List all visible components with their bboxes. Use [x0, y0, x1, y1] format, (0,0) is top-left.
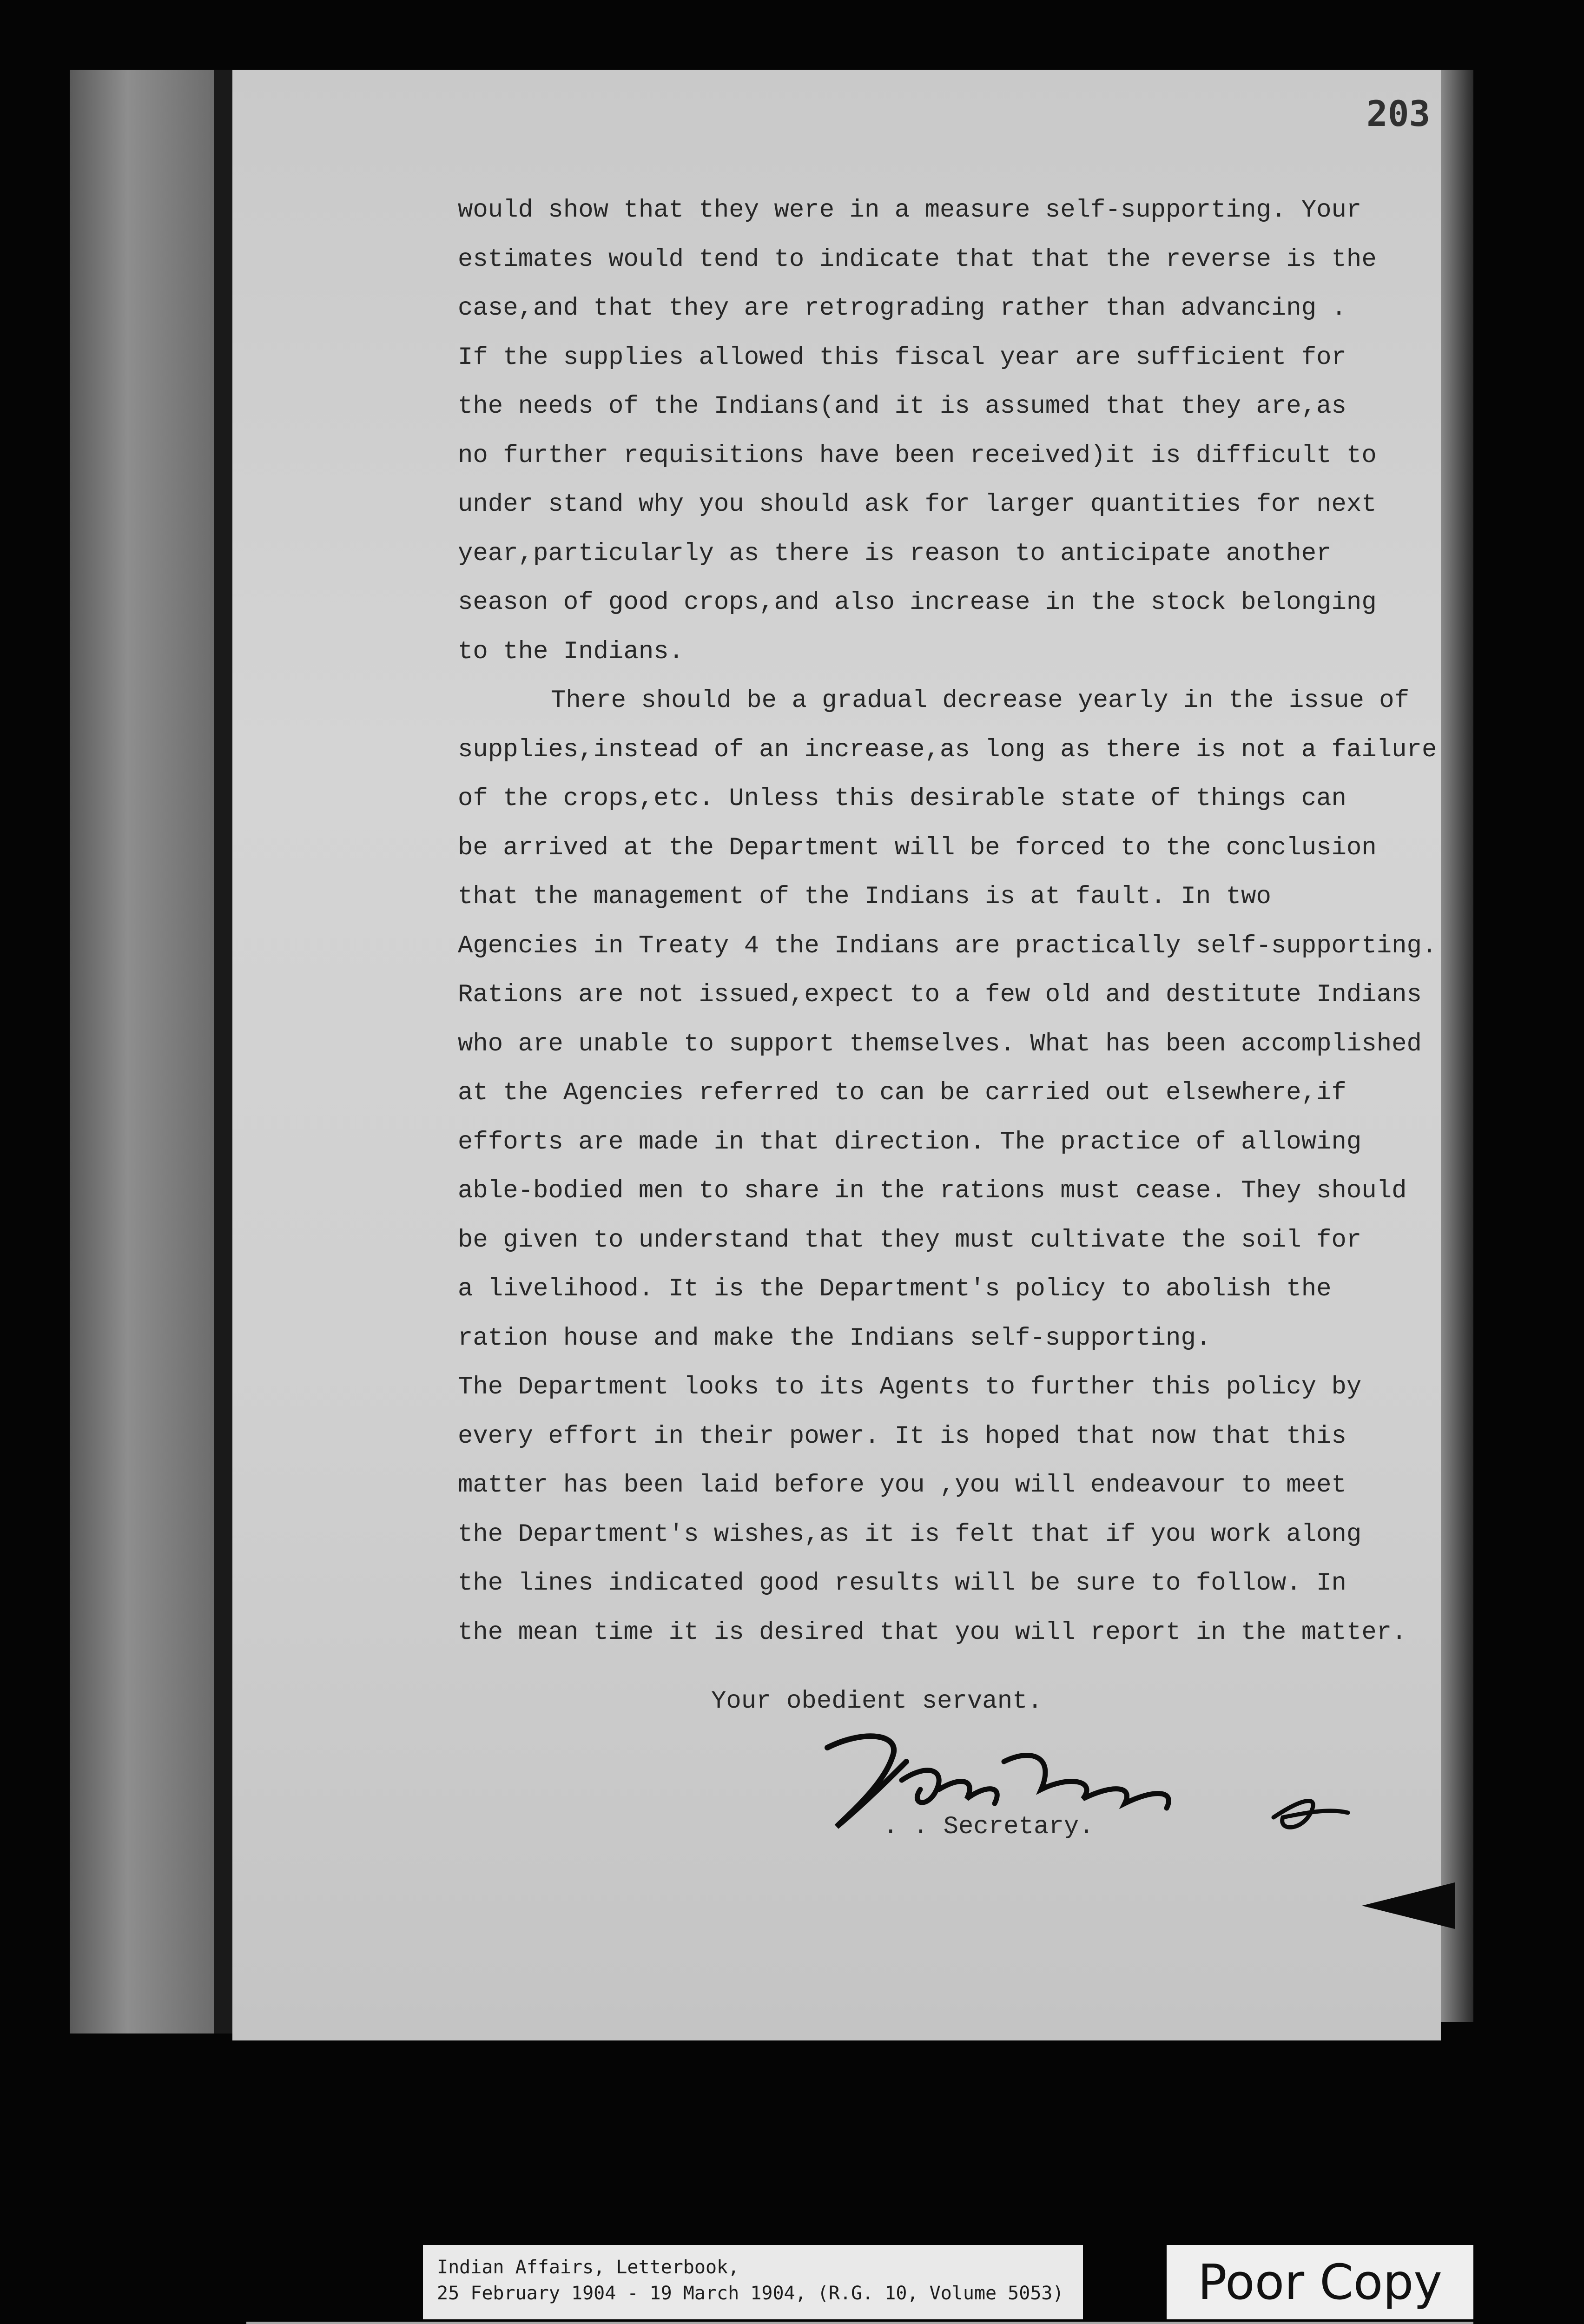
letter-line: the needs of the Indians(and it is assumed that they are,as — [458, 392, 1346, 421]
page-edge-shadow — [1441, 70, 1473, 2022]
letter-line: to the Indians. — [458, 637, 684, 666]
archive-caption — [423, 2245, 1083, 2319]
letter-line: no further requisitions have been received)it is difficult to — [458, 441, 1377, 470]
page-binding-shadow — [214, 70, 232, 2034]
page-number: 203 — [1366, 93, 1431, 134]
closing-salutation: Your obedient servant. — [711, 1687, 1043, 1716]
letter-line: a livelihood. It is the Department's policy to abolish the — [458, 1275, 1332, 1303]
letter-line: would show that they were in a measure self-supporting. Your — [458, 196, 1362, 224]
letter-line: There should be a gradual decrease yearly in the issue of — [551, 687, 1410, 715]
caption-line-1: Indian Affairs, Letterbook, — [437, 2257, 739, 2278]
letter-line: that the management of the Indians is at fault. In two — [458, 883, 1271, 911]
letter-line: of the crops,etc. Unless this desirable state of things can — [458, 785, 1346, 813]
letter-line: Agencies in Treaty 4 the Indians are practically self-supporting. — [458, 931, 1437, 960]
letter-line: year,particularly as there is reason to anticipate another — [458, 539, 1332, 568]
letter-line: the mean time it is desired that you will report in the matter. — [458, 1618, 1407, 1647]
left-margin-strip — [70, 70, 214, 2034]
letter-line: estimates would tend to indicate that that the reverse is the — [458, 245, 1377, 274]
letter-line: able-bodied men to share in the rations must cease. They should — [458, 1177, 1407, 1205]
letter-body — [458, 186, 1437, 1657]
letter-line: supplies,instead of an increase,as long as there is not a failure — [458, 735, 1437, 764]
letter-line: matter has been laid before you ,you will endeavour to meet — [458, 1471, 1346, 1499]
pointer-mark — [1362, 1878, 1455, 1934]
letter-line: under stand why you should ask for larger quantities for next — [458, 490, 1377, 519]
letter-line: every effort in their power. It is hoped that now that this — [458, 1422, 1346, 1451]
letter-line: case,and that they are retrograding rather than advancing . — [458, 294, 1346, 323]
letter-line: be arrived at the Department will be forced to the conclusion — [458, 833, 1377, 862]
letter-line: season of good crops,and also increase in the stock belonging — [458, 588, 1377, 617]
letter-line: who are unable to support themselves. What has been accomplished — [458, 1030, 1422, 1058]
poor-copy-label: Poor Copy — [1167, 2245, 1473, 2319]
letter-line: If the supplies allowed this fiscal year are sufficient for — [458, 343, 1346, 372]
letter-line: Rations are not issued,expect to a few old and destitute Indians — [458, 981, 1422, 1009]
letter-line: be given to understand that they must cultivate the soil for — [458, 1226, 1362, 1254]
archives-stamp — [246, 2322, 1473, 2324]
letter-line: The Department looks to its Agents to further this policy by — [458, 1373, 1362, 1401]
letter-line: the lines indicated good results will be sure to follow. In — [458, 1569, 1346, 1598]
letter-line: the Department's wishes,as it is felt that if you work along — [458, 1520, 1362, 1549]
letter-line: at the Agencies referred to can be carried out elsewhere,if — [458, 1079, 1346, 1107]
caption-line-2: 25 February 1904 - 19 March 1904, (R.G. 10, Volume 5053) — [437, 2283, 1064, 2304]
letter-line: efforts are made in that direction. The practice of allowing — [458, 1128, 1362, 1156]
letter-line: ration house and make the Indians self-supporting. — [458, 1324, 1211, 1353]
secretary-label: . . Secretary. — [883, 1813, 1094, 1841]
